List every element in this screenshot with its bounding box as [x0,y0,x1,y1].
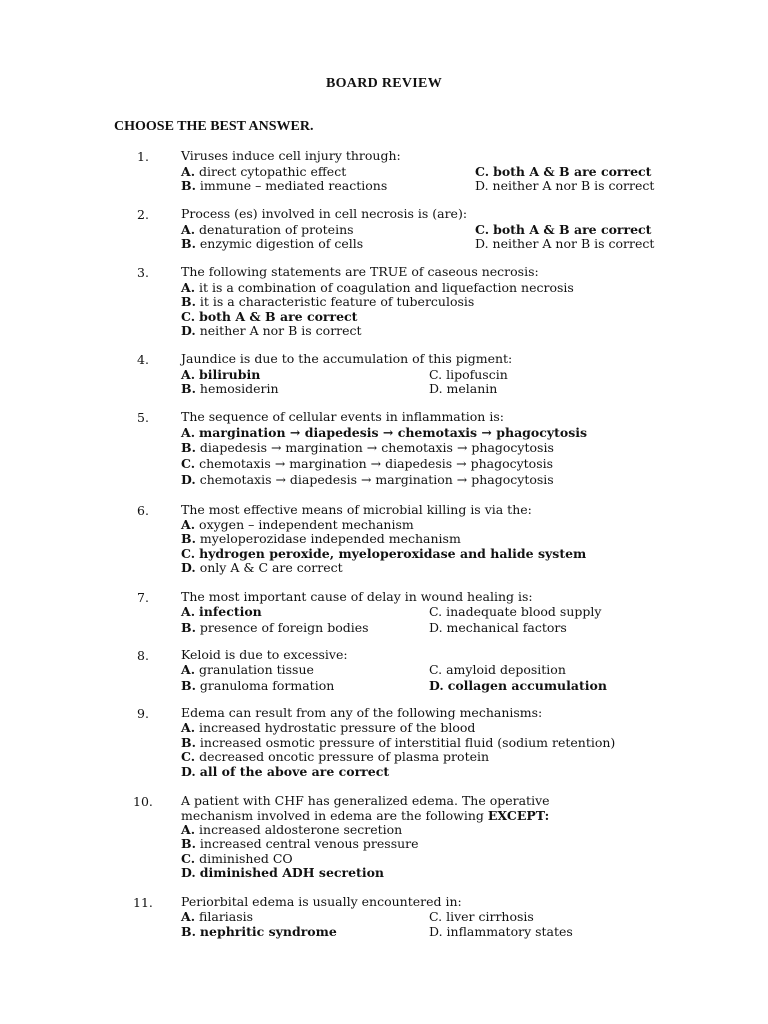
option-text: diminished ADH secretion [199,865,384,880]
option-a [181,517,414,532]
option-text: liver cirrhosis [446,909,534,924]
option-letter: A. [181,720,196,735]
question-stem: Keloid is due to excessive: [181,647,348,662]
option-d [475,178,654,193]
option-letter: A. [181,280,196,295]
page-title: BOARD REVIEW [325,76,442,91]
option-text: filariasis [199,909,254,924]
question-stem: The most effective means of microbial killing is via the: [181,502,532,517]
option-d [181,865,384,880]
question-stem: The sequence of cellular events in inflammation is: [181,409,504,424]
option-letter: A. [181,822,196,837]
option-c [181,456,553,471]
option-b [181,735,615,750]
option-letter: B. [181,531,196,546]
question-number: 1. [137,149,149,164]
option-letter: C. [181,456,196,471]
option-letter: A. [181,222,196,237]
question-number: 4. [137,352,149,367]
question-number: 7. [137,590,149,605]
option-letter: B. [181,236,196,251]
option-a [181,164,346,179]
option-d [181,560,343,575]
option-b [181,620,369,635]
option-text: presence of foreign bodies [199,620,369,635]
option-a [181,604,262,619]
option-letter: C. [181,851,196,866]
option-letter: B. [181,294,196,309]
option-letter: A. [181,909,196,924]
option-letter: B. [181,178,196,193]
question-stem: Viruses induce cell injury through: [181,148,401,163]
option-text: it is a combination of coagulation and liquefaction necrosis [199,280,574,295]
option-letter: C. [181,309,196,324]
option-letter: C. [475,222,490,237]
option-text: both A & B are correct [493,222,652,237]
option-b [181,678,334,693]
option-letter: B. [181,836,196,851]
option-a [181,280,574,295]
option-a [181,425,587,440]
question-stem: Jaundice is due to the accumulation of this pigment: [181,351,513,366]
option-text: diminished CO [199,851,293,866]
option-c [475,222,651,237]
option-a [181,662,314,677]
option-letter: C. [181,749,196,764]
option-letter: B. [181,735,196,750]
option-letter: A. [181,517,196,532]
option-text: nephritic syndrome [199,924,337,939]
option-d [181,764,389,779]
option-b [181,836,419,851]
option-text: increased osmotic pressure of interstitial fluid (sodium retention) [199,735,616,750]
option-text: diapedesis → margination → chemotaxis → phagocytosis [199,440,554,455]
option-text: increased central venous pressure [199,836,419,851]
option-letter: D. [181,323,196,338]
option-text: neither A nor B is correct [492,236,655,251]
question-number: 6. [137,503,149,518]
option-a [181,720,475,735]
option-text: hemosiderin [199,381,279,396]
option-letter: B. [181,381,196,396]
option-text: oxygen – independent mechanism [199,517,414,532]
option-letter: D. [475,236,489,251]
option-text: it is a characteristic feature of tuberculosis [199,294,475,309]
option-text: neither A nor B is correct [199,323,362,338]
option-text: collagen accumulation [447,678,607,693]
option-text: myeloperozidase independed mechanism [199,531,461,546]
option-letter: A. [181,425,196,440]
option-d [429,924,573,939]
question-number: 10. [133,794,153,809]
option-b [181,924,337,939]
option-b [181,236,363,251]
option-c [181,851,293,866]
question-number: 2. [137,207,149,222]
option-letter: D. [181,865,196,880]
option-b [181,440,554,455]
option-c [429,662,566,677]
option-text: immune – mediated reactions [199,178,388,193]
option-text: both A & B are correct [493,164,652,179]
option-text: hydrogen peroxide, myeloperoxidase and halide system [199,546,587,561]
option-letter: B. [181,924,196,939]
option-d [475,236,654,251]
question-stem: The following statements are TRUE of caseous necrosis: [181,264,539,279]
option-letter: D. [429,924,443,939]
option-text: mechanical factors [446,620,567,635]
question-stem-text: A patient with CHF has generalized edema. The operative mechanism involved in edema are the following [181,793,550,823]
option-letter: C. [429,367,443,382]
question-number: 5. [137,410,149,425]
option-a [181,222,354,237]
option-letter: B. [181,440,196,455]
option-letter: D. [181,764,196,779]
option-c [181,546,586,561]
option-text: infection [199,604,262,619]
question-stem [181,794,611,823]
option-text: margination → diapedesis → chemotaxis → phagocytosis [199,425,588,440]
option-letter: D. [181,560,196,575]
option-c [475,164,651,179]
option-text: lipofuscin [446,367,508,382]
option-text: direct cytopathic effect [199,164,347,179]
option-text: decreased oncotic pressure of plasma protein [199,749,490,764]
option-a [181,367,260,382]
option-letter: D. [181,472,196,487]
option-letter: A. [181,164,196,179]
option-text: only A & C are correct [199,560,343,575]
option-text: bilirubin [199,367,261,382]
option-letter: C. [429,662,443,677]
option-d [429,678,607,693]
option-text: inflammatory states [446,924,573,939]
option-d [429,381,497,396]
option-a [181,822,402,837]
question-stem: Periorbital edema is usually encountered in: [181,894,462,909]
option-letter: C. [429,909,443,924]
option-text: inadequate blood supply [446,604,602,619]
option-letter: A. [181,604,196,619]
question-stem: Process (es) involved in cell necrosis is (are): [181,206,468,221]
instructions: CHOOSE THE BEST ANSWER. [114,119,314,134]
option-letter: D. [475,178,489,193]
option-letter: C. [429,604,443,619]
option-text: increased hydrostatic pressure of the blood [199,720,476,735]
option-a [181,909,253,924]
option-d [181,323,362,338]
option-text: granuloma formation [199,678,335,693]
question-number: 11. [133,895,153,910]
option-d [429,620,567,635]
option-c [429,604,601,619]
question-number: 9. [137,706,149,721]
option-text: denaturation of proteins [199,222,354,237]
option-b [181,531,461,546]
option-letter: A. [181,662,196,677]
option-letter: C. [475,164,490,179]
option-letter: B. [181,678,196,693]
question-stem-emphasis: EXCEPT: [487,807,550,823]
question-number: 8. [137,648,149,663]
option-letter: D. [429,620,443,635]
option-text: granulation tissue [199,662,314,677]
option-b [181,381,279,396]
option-letter: A. [181,367,196,382]
option-text: both A & B are correct [199,309,358,324]
option-b [181,294,474,309]
option-c [429,367,508,382]
option-text: neither A nor B is correct [492,178,655,193]
option-b [181,178,387,193]
option-text: increased aldosterone secretion [199,822,403,837]
question-stem: Edema can result from any of the following mechanisms: [181,705,543,720]
option-text: amyloid deposition [446,662,566,677]
option-text: all of the above are correct [199,764,390,779]
option-text: chemotaxis → diapedesis → margination → phagocytosis [199,472,554,487]
option-letter: D. [429,381,443,396]
option-letter: B. [181,620,196,635]
option-c [181,749,489,764]
option-text: enzymic digestion of cells [199,236,364,251]
option-letter: C. [181,546,196,561]
option-letter: D. [429,678,444,693]
question-stem: The most important cause of delay in wound healing is: [181,589,533,604]
option-c [181,309,357,324]
question-number: 3. [137,265,149,280]
option-d [181,472,554,487]
option-text: chemotaxis → margination → diapedesis → phagocytosis [199,456,554,471]
option-c [429,909,534,924]
option-text: melanin [446,381,498,396]
